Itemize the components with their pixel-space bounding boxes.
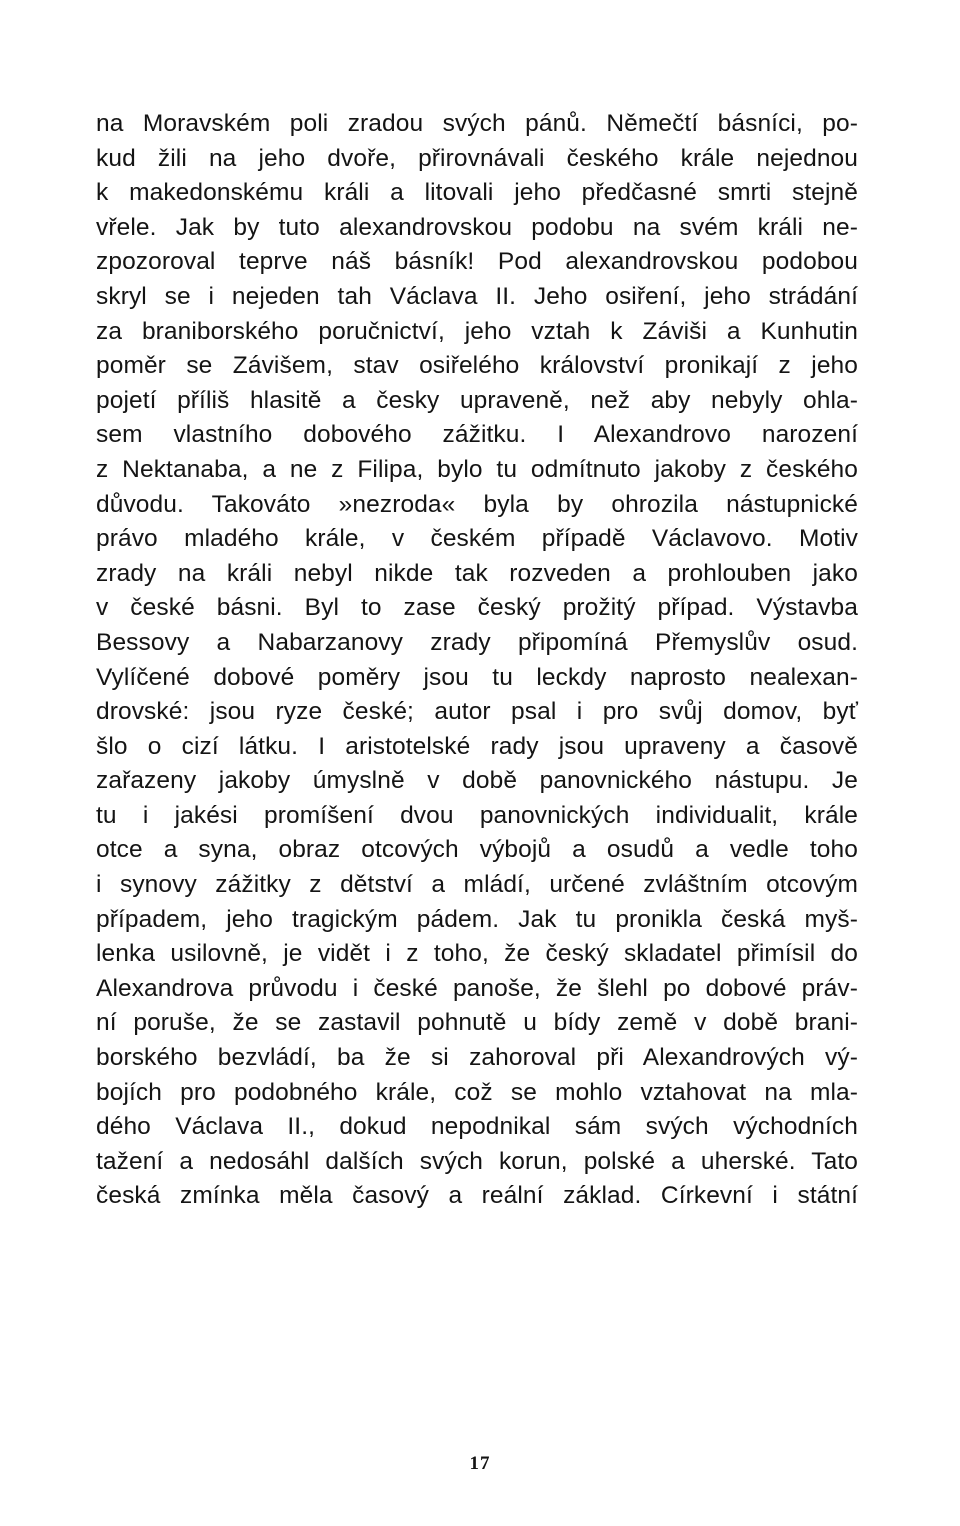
text-line: drovské: jsou ryze české; autor psal i pro svůj domov, byť	[96, 698, 858, 726]
text-line: Vylíčené dobové poměry jsou tu leckdy naprosto nealexan-	[96, 663, 858, 691]
text-line: k makedonskému králi a litovali jeho předčasné smrti stejně	[96, 179, 858, 207]
text-line: zrady na králi nebyl nikde tak rozveden a prohlouben jako	[96, 559, 858, 587]
text-line: na Moravském poli zradou svých pánů. Němečtí básníci, po-	[96, 110, 858, 137]
text-line: pojetí příliš hlasitě a česky upraveně, než aby nebyly ohla-	[96, 386, 858, 414]
text-line: Alexandrova průvodu i české panoše, že šlehl po dobové práv-	[96, 974, 858, 1002]
text-line: česká zmínka měla časový a reální základ. Církevní i státní	[96, 1182, 858, 1210]
text-line: důvodu. Takováto »nezroda« byla by ohrozila nástupnické	[96, 490, 858, 518]
text-line: z Nektanaba, a ne z Filipa, bylo tu odmítnuto jakoby z českého	[96, 455, 858, 483]
text-line: lenka usilovně, je vidět i z toho, že český skladatel přimísil do	[96, 940, 858, 968]
text-line: borského bezvládí, ba že si zahoroval při Alexandrových vý-	[96, 1044, 858, 1072]
text-line: právo mladého krále, v českém případě Václavovo. Motiv	[96, 525, 858, 553]
page-number: 17	[469, 1453, 491, 1474]
text-line: i synovy zážitky z dětství a mládí, určené zvláštním otcovým	[96, 871, 858, 899]
text-line: zpozoroval teprve náš básník! Pod alexandrovskou podobou	[96, 248, 858, 276]
text-line: otce a syna, obraz otcových výbojů a osudů a vedle toho	[96, 836, 858, 864]
text-line: sem vlastního dobového zážitku. I Alexandrovo narození	[96, 421, 858, 449]
text-line: poměr se Závišem, stav osiřelého království pronikají z jeho	[96, 352, 858, 380]
text-line: v české básni. Byl to zase český prožitý případ. Výstavba	[96, 594, 858, 622]
text-line: kud žili na jeho dvoře, přirovnávali českého krále nejednou	[96, 144, 858, 172]
text-line: za braniborského poručnictví, jeho vztah k Záviši a Kunhutin	[96, 317, 858, 345]
text-line: šlo o cizí látku. I aristotelské rady jsou upraveny a časově	[96, 732, 858, 760]
text-line: tažení a nedosáhl dalších svých korun, polské a uherské. Tato	[96, 1147, 858, 1175]
text-line: bojích pro podobného krále, což se mohlo vztahovat na mla-	[96, 1078, 858, 1106]
text-line: tu i jakési promíšení dvou panovnických individualit, krále	[96, 801, 858, 829]
body-text	[96, 107, 858, 1214]
text-line: Bessovy a Nabarzanovy zrady připomíná Přemyslův osud.	[96, 628, 858, 656]
text-line: případem, jeho tragickým pádem. Jak tu pronikla česká myš-	[96, 905, 858, 933]
text-line: vřele. Jak by tuto alexandrovskou podobu na svém králi ne-	[96, 213, 858, 241]
text-line: ní poruše, že se zastavil pohnutě u bídy země v době brani-	[96, 1009, 858, 1037]
text-line: skryl se i nejeden tah Václava II. Jeho osiření, jeho strádání	[96, 282, 858, 310]
text-line: zařazeny jakoby úmyslně v době panovnického nástupu. Je	[96, 767, 858, 795]
text-line: dého Václava II., dokud nepodnikal sám svých východních	[96, 1113, 858, 1141]
